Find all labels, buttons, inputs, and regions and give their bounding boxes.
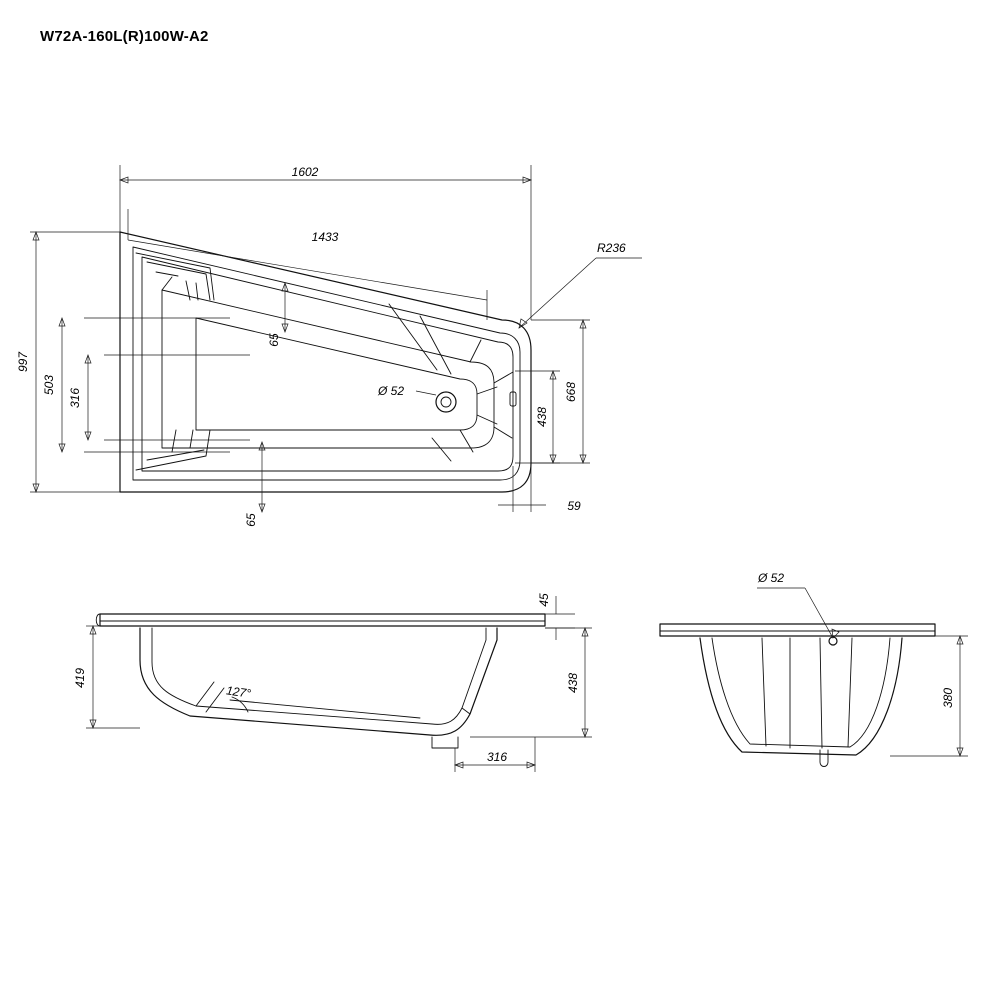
dim-dia52-side: Ø 52 (758, 571, 785, 585)
dim-127deg: 127° (225, 683, 252, 701)
dim-r236: R236 (597, 241, 626, 255)
dim-1433: 1433 (311, 230, 339, 244)
dim-668: 668 (564, 381, 578, 403)
front-view-geometry (96, 614, 545, 748)
front-view-dimensions (73, 593, 592, 772)
dim-419: 419 (73, 667, 87, 689)
dim-45: 45 (537, 593, 551, 607)
dim-65-top: 65 (267, 333, 281, 347)
side-view-dimensions (757, 571, 968, 756)
dim-65-bottom: 65 (244, 513, 258, 527)
dim-316-front: 316 (486, 750, 508, 764)
dim-380: 380 (941, 687, 955, 709)
dim-438-front: 438 (566, 672, 580, 694)
dim-316: 316 (68, 387, 82, 409)
dim-503: 503 (42, 374, 56, 396)
side-view-geometry (660, 624, 935, 767)
dim-438-top: 438 (535, 406, 549, 428)
dim-dia52-top: Ø 52 (378, 384, 405, 398)
dim-1602: 1602 (291, 165, 319, 179)
top-view-geometry (120, 232, 531, 492)
dim-59: 59 (567, 499, 581, 513)
top-view-dimensions (16, 165, 642, 527)
page-title: W72A-160L(R)100W-A2 (40, 28, 209, 45)
dim-997: 997 (16, 351, 30, 373)
